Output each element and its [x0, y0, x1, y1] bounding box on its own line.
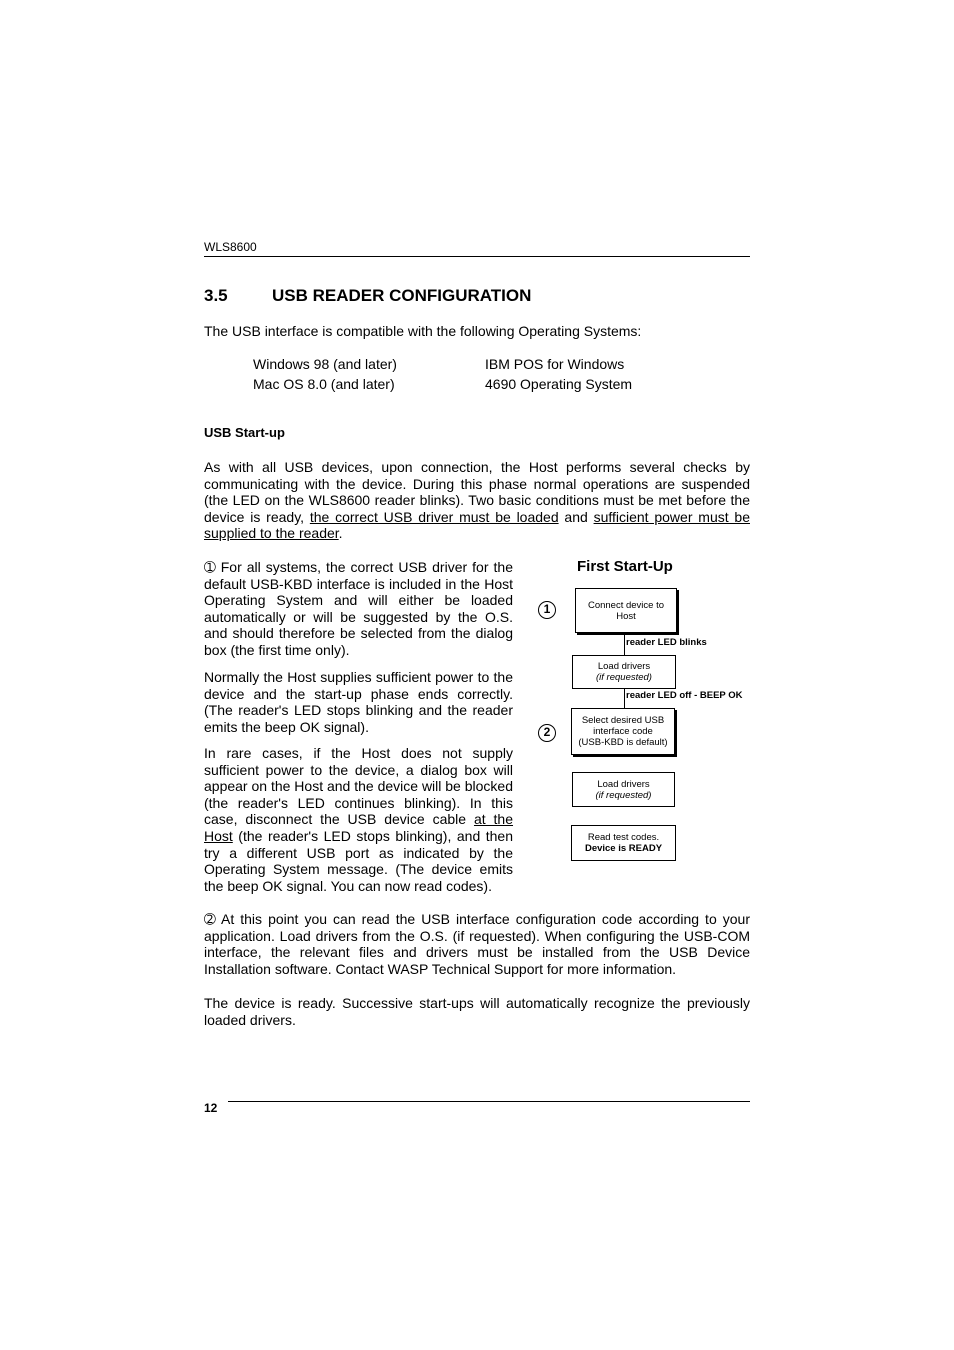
underlined-text: sufficient power must be supplied to the reader — [204, 508, 750, 542]
os-item: Windows 98 (and later) — [253, 356, 397, 372]
intro-text: The USB interface is compatible with the following Operating Systems: — [204, 323, 642, 339]
flow-box-text: interface code — [593, 726, 653, 737]
underlined-text: at the Host — [204, 811, 514, 844]
device-ready-paragraph: The device is ready. Successive start-ups will automatically recognize the previously loaded drivers. — [204, 995, 750, 1028]
flow-box-text: (if requested) — [595, 789, 652, 801]
flow-connector — [624, 633, 625, 655]
flow-label-led-blinks: reader LED blinks — [626, 637, 707, 648]
flow-box-text: Device is READY — [584, 843, 663, 854]
header-rule — [204, 256, 750, 257]
section-number: 3.5 — [204, 286, 228, 305]
subsection-heading: USB Start-up — [204, 425, 285, 440]
os-item: Mac OS 8.0 (and later) — [253, 376, 395, 392]
flow-box-text: Load drivers — [597, 661, 651, 672]
driver-paragraph: ➀ For all systems, the correct USB driver for the default USB-KBD interface is included in the Host Operating System and will either be loaded automatically or will be suggested by the O.S. and should therefore be selected from the dialog box (the first time only). — [204, 559, 513, 658]
config-code-paragraph: ➁ At this point you can read the USB interface configuration code according to your application. Load drivers from the O.S. (if requested). When configuring the USB-COM interface, the relevant files and drivers must be installed from the USB Device Installation software. Contact WASP Technical Support for more information. — [204, 911, 750, 977]
rare-cases-paragraph: In rare cases, if the Host does not supply sufficient power to the device, a dialog box will appear on the Host and the device will be blocked (the reader's LED continues blinking). In this case, disconnect the USB device cable at the Host (the reader's LED stops blinking), and then try a different USB port as indicated by the Operating System message. (The device emits the beep OK signal. You can now read codes). — [204, 745, 514, 894]
flow-box-text: Select desired USB — [581, 715, 665, 726]
flow-box-text: Connect device to Host — [587, 599, 665, 622]
document-header-label: WLS8600 — [204, 240, 257, 254]
flow-box-text: (if requested) — [596, 672, 652, 683]
flow-box-load-drivers-2 — [572, 772, 675, 807]
flow-box-select-interface — [571, 708, 675, 755]
flow-box-load-drivers — [572, 655, 676, 689]
flow-box-text: Load drivers — [597, 778, 650, 790]
flow-connector — [624, 689, 625, 708]
flow-box-connect — [575, 588, 677, 633]
footer-rule — [228, 1101, 750, 1102]
step-2-marker: ➁ — [204, 911, 216, 927]
flow-box-text: Read test codes. — [587, 832, 660, 843]
page-number: 12 — [204, 1101, 218, 1115]
flow-label-beep-ok: reader LED off - BEEP OK — [626, 690, 743, 701]
flowchart-title: First Start-Up — [577, 558, 673, 575]
underlined-text: the correct USB driver must be loaded — [309, 508, 559, 525]
step-1-circle: 1 — [538, 601, 556, 619]
os-item: IBM POS for Windows — [485, 356, 625, 372]
power-paragraph: Normally the Host supplies sufficient power to the device and the start-up phase ends correctly. (The reader's LED stops blinking and the reader emits the beep OK signal). — [204, 669, 513, 735]
step-1-marker: ➀ — [204, 559, 216, 575]
startup-paragraph: As with all USB devices, upon connection, the Host performs several checks by communicating with the device. During this phase normal operations are suspended (the LED on the WLS8600 reader blinks). Two basic conditions must be met before the device is ready, the correct USB driver must be loaded and sufficient power must be supplied to the reader. — [204, 459, 750, 542]
os-item: 4690 Operating System — [485, 376, 633, 392]
flow-box-device-ready — [571, 825, 676, 861]
section-title: USB READER CONFIGURATION — [272, 286, 532, 305]
step-2-circle: 2 — [538, 724, 556, 742]
flow-box-text: (USB-KBD is default) — [578, 737, 668, 748]
